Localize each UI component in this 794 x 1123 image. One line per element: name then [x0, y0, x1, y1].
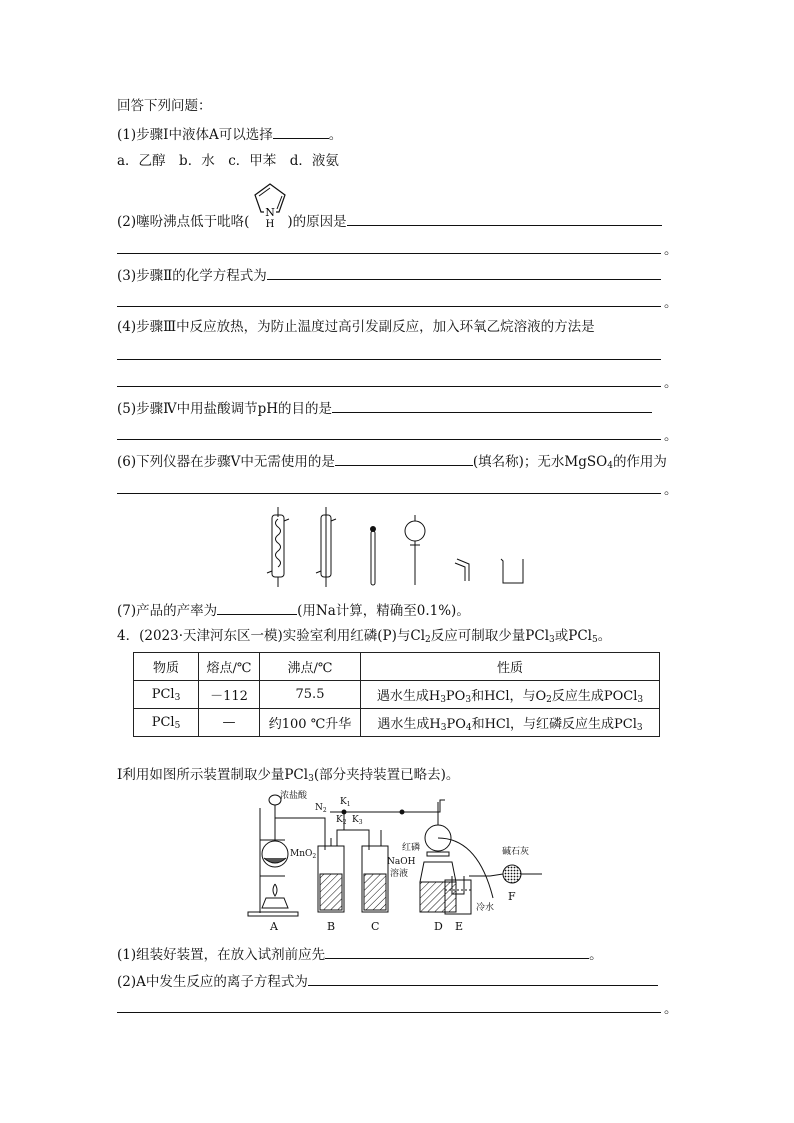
answer-blank-s1[interactable]	[325, 944, 589, 959]
question-6: (6)下列仪器在步骤Ⅴ中无需使用的是 (填名称)；无水MgSO$_4$的作用为	[117, 451, 667, 471]
separatory-funnel-icon	[405, 515, 425, 585]
straight-condenser-icon	[316, 507, 336, 587]
table-row	[134, 709, 660, 737]
pyrrole-n-label: N	[265, 206, 275, 219]
question-3: (3)步骤Ⅱ的化学方程式为	[117, 265, 661, 285]
instruments-illustration	[255, 505, 535, 591]
table-header: 性质	[361, 653, 660, 681]
bent-adapter-icon	[455, 559, 469, 581]
part-1-text: Ⅰ利用如图所示装置制取少量PCl$_3$(部分夹持装置已略去)。	[117, 767, 460, 784]
bulb-condenser-icon	[267, 507, 289, 587]
label-a: A	[270, 920, 278, 933]
table-header: 熔点/℃	[199, 653, 260, 681]
sub-question-2: (2)A中发生反应的离子方程式为	[117, 971, 658, 991]
table-row	[134, 681, 660, 709]
answer-line-5[interactable]	[117, 439, 661, 440]
answer-blank-2[interactable]	[347, 211, 662, 226]
answer-line-4a[interactable]	[117, 359, 661, 360]
table-cell: 75.5	[260, 681, 361, 709]
table-header: 物质	[134, 653, 199, 681]
thermometer-icon	[371, 527, 376, 586]
answer-blank-6a[interactable]	[335, 451, 473, 466]
label-d: D	[434, 920, 443, 933]
problem-4-stem: 4．(2023·天津河东区一模)实验室利用红磷(P)与$Cl_2$反应可制取少量PCl$_3$或PCl$_5$。	[117, 628, 612, 645]
label-k1: $K_1$	[340, 797, 351, 808]
table-cell: —	[199, 709, 260, 737]
label-red-phosphorus: 红磷	[402, 843, 421, 853]
answer-line-6[interactable]	[117, 493, 661, 494]
answer-blank-s2[interactable]	[308, 971, 658, 986]
label-conc-hcl: 浓盐酸	[280, 791, 308, 801]
label-cold-water: 冷水	[476, 903, 495, 913]
apparatus-diagram	[240, 788, 560, 936]
question-4: (4)步骤Ⅲ中反应放热，为防止温度过高引发副反应，加入环氧乙烷溶液的方法是	[117, 319, 595, 335]
intro-text: 回答下列问题：	[117, 98, 212, 114]
properties-table	[133, 652, 660, 737]
label-e: E	[455, 920, 464, 933]
table-cell: 约100 ℃升华	[260, 709, 361, 737]
question-7: (7)产品的产率为 (用Na计算，精确至0.1%)。	[117, 600, 470, 620]
answer-line-s2[interactable]	[117, 1012, 661, 1013]
table-cell: 遇水生成$H_3PO_3$和HCl，与$O_2$反应生成POCl$_3$	[361, 681, 660, 709]
question-1-text: (1)步骤Ⅰ中液体A可以选择	[117, 127, 273, 143]
table-cell: PCl$_3$	[134, 681, 199, 709]
table-cell: －112	[199, 681, 260, 709]
label-k3: $K_3$	[352, 815, 363, 826]
beaker-icon	[501, 559, 523, 583]
label-n2: $N_2$	[315, 803, 327, 814]
table-header-row	[134, 653, 660, 681]
answer-blank-3[interactable]	[267, 265, 661, 280]
label-naoh: NaOH	[387, 857, 416, 867]
label-mno2: MnO$_2$	[290, 849, 317, 860]
answer-blank-1[interactable]	[273, 124, 329, 139]
question-1: (1)步骤Ⅰ中液体A可以选择 。	[117, 124, 342, 144]
question-5: (5)步骤Ⅳ中用盐酸调节pH的目的是	[117, 398, 652, 418]
sub-question-1: (1)组装好装置，在放入试剂前应先 。	[117, 944, 603, 964]
table-header: 沸点/℃	[260, 653, 361, 681]
answer-blank-7[interactable]	[217, 600, 297, 615]
question-1-options: a．乙醇 b．水 c．甲苯 d．液氨	[117, 153, 339, 169]
pyrrole-h-label: H	[265, 219, 275, 228]
answer-line-2[interactable]	[117, 253, 661, 254]
answer-blank-5[interactable]	[332, 398, 652, 413]
label-solution: 溶液	[390, 869, 409, 879]
question-2: (2)噻吩沸点低于吡咯( )的原因是	[117, 211, 662, 231]
label-f: F	[508, 890, 516, 903]
table-cell: PCl$_5$	[134, 709, 199, 737]
table-cell: 遇水生成$H_3PO_4$和HCl，与红磷反应生成PCl$_3$	[361, 709, 660, 737]
label-b: B	[327, 920, 336, 933]
label-c: C	[371, 920, 380, 933]
answer-line-4b[interactable]	[117, 386, 661, 387]
answer-line-3[interactable]	[117, 306, 661, 307]
label-soda-lime: 碱石灰	[502, 847, 530, 857]
label-k2: $K_2$	[336, 815, 347, 826]
